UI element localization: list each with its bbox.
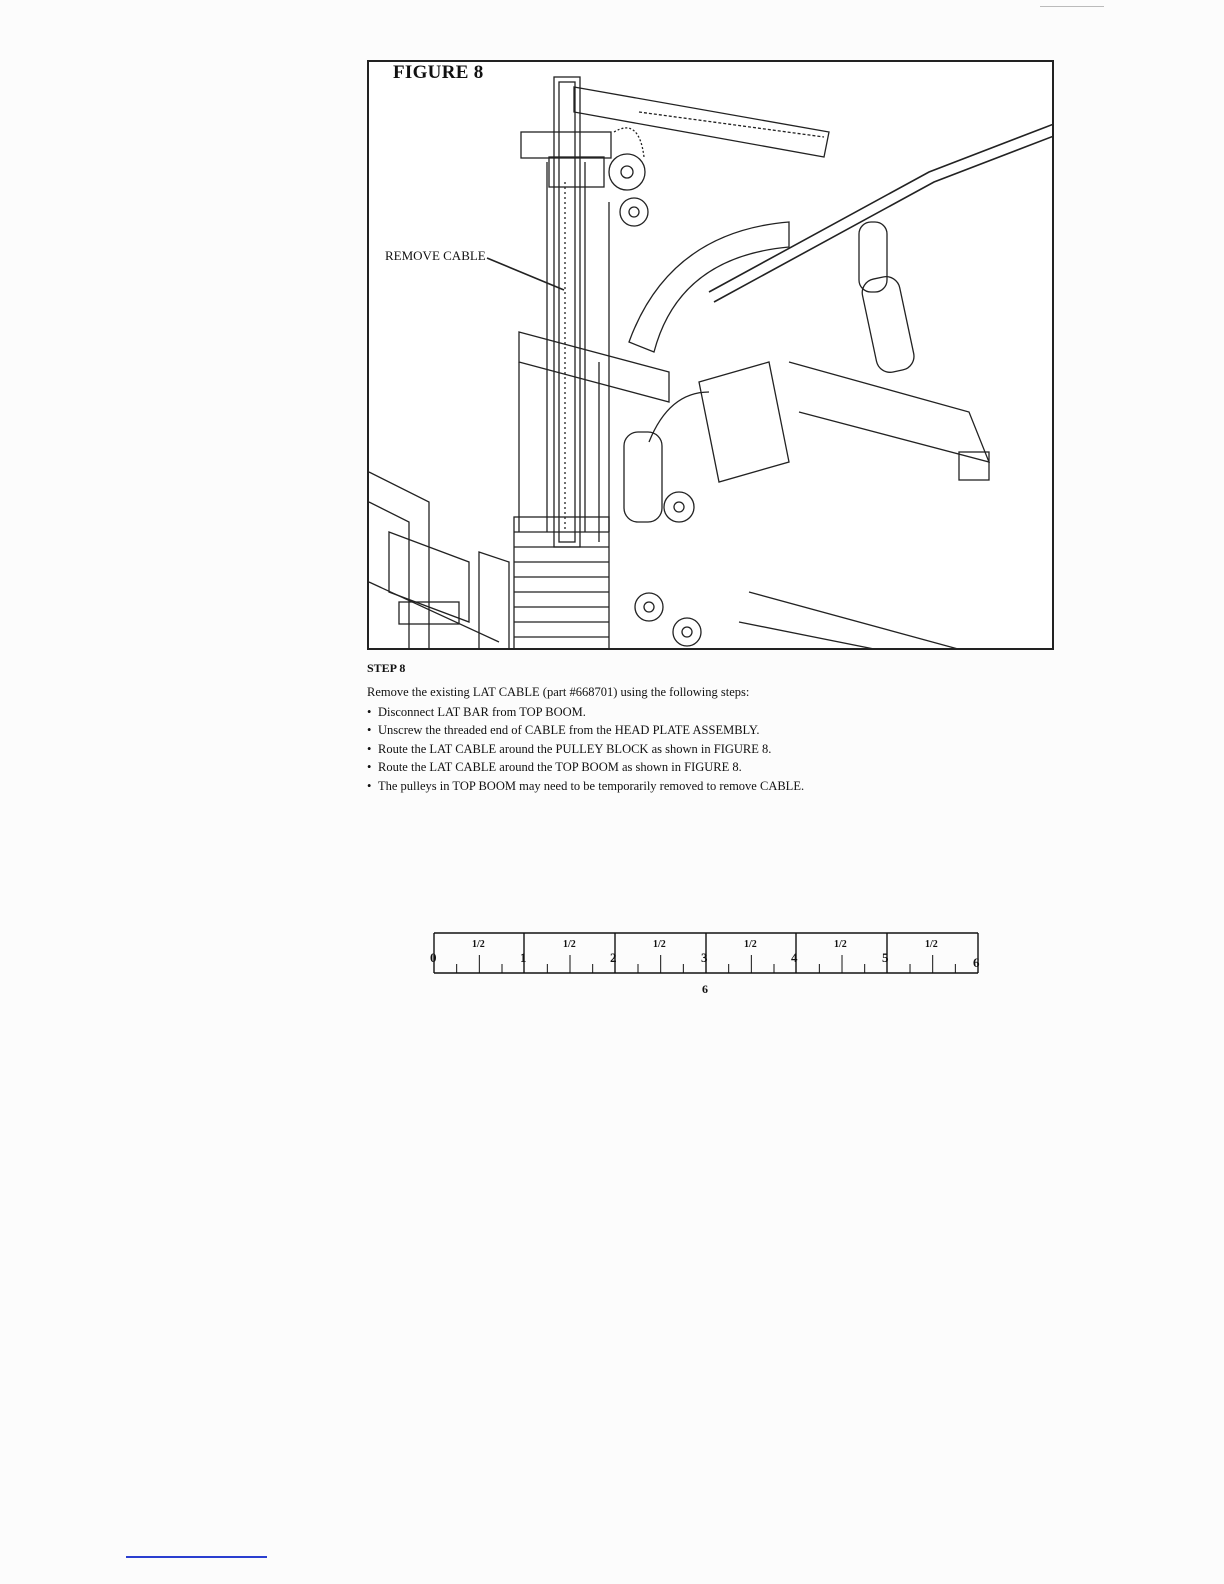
figure-8-frame bbox=[367, 60, 1054, 650]
lat-bar bbox=[709, 122, 1054, 292]
figure-title: FIGURE 8 bbox=[393, 62, 484, 83]
step-bullet: • The pulleys in TOP BOOM may need to be temporarily removed to remove CABLE. bbox=[367, 778, 805, 793]
measurement-ruler bbox=[420, 925, 1000, 1005]
top-edge-rule bbox=[1040, 6, 1104, 7]
bottom-link-rule bbox=[126, 1556, 267, 1558]
remove-cable-callout: REMOVE CABLE bbox=[385, 248, 486, 263]
half-mark: 1/2 bbox=[744, 939, 757, 950]
half-mark: 1/2 bbox=[472, 939, 485, 950]
step-bullet-list bbox=[367, 703, 804, 795]
ruler-number: 5 bbox=[882, 950, 889, 965]
half-mark: 1/2 bbox=[653, 939, 666, 950]
pulley-block bbox=[521, 132, 611, 158]
weight-plates-rack bbox=[369, 472, 509, 650]
top-boom bbox=[574, 87, 829, 157]
ruler-caption: 6 bbox=[702, 982, 708, 996]
ruler-number: 6 bbox=[973, 955, 980, 970]
half-mark: 1/2 bbox=[563, 939, 576, 950]
ruler-number: 2 bbox=[610, 950, 617, 965]
ruler-number: 3 bbox=[701, 950, 708, 965]
backrest bbox=[699, 362, 789, 482]
half-mark: 1/2 bbox=[925, 939, 938, 950]
step-bullet: • Disconnect LAT BAR from TOP BOOM. bbox=[367, 705, 586, 719]
step-intro: Remove the existing LAT CABLE (part #668701) using the following steps: bbox=[367, 685, 750, 699]
callout-arrow bbox=[487, 258, 564, 290]
weight-stack bbox=[514, 517, 609, 650]
step-title: STEP 8 bbox=[367, 661, 406, 675]
arm-pad bbox=[624, 432, 662, 522]
step-bullet: • Unscrew the threaded end of CABLE from the HEAD PLATE ASSEMBLY. bbox=[367, 723, 760, 738]
gym-machine-illustration bbox=[369, 62, 1054, 650]
tower-column bbox=[554, 77, 580, 547]
ruler-number: 4 bbox=[791, 950, 798, 965]
step-bullet: • Route the LAT CABLE around the TOP BOOM as shown in FIGURE 8. bbox=[367, 760, 742, 775]
ruler-number: 1 bbox=[520, 950, 527, 965]
step-bullet: • Route the LAT CABLE around the PULLEY BLOCK as shown in FIGURE 8. bbox=[367, 741, 772, 756]
leg-pad bbox=[860, 274, 917, 375]
half-mark: 1/2 bbox=[834, 939, 847, 950]
ruler-number: 0 bbox=[430, 950, 437, 965]
